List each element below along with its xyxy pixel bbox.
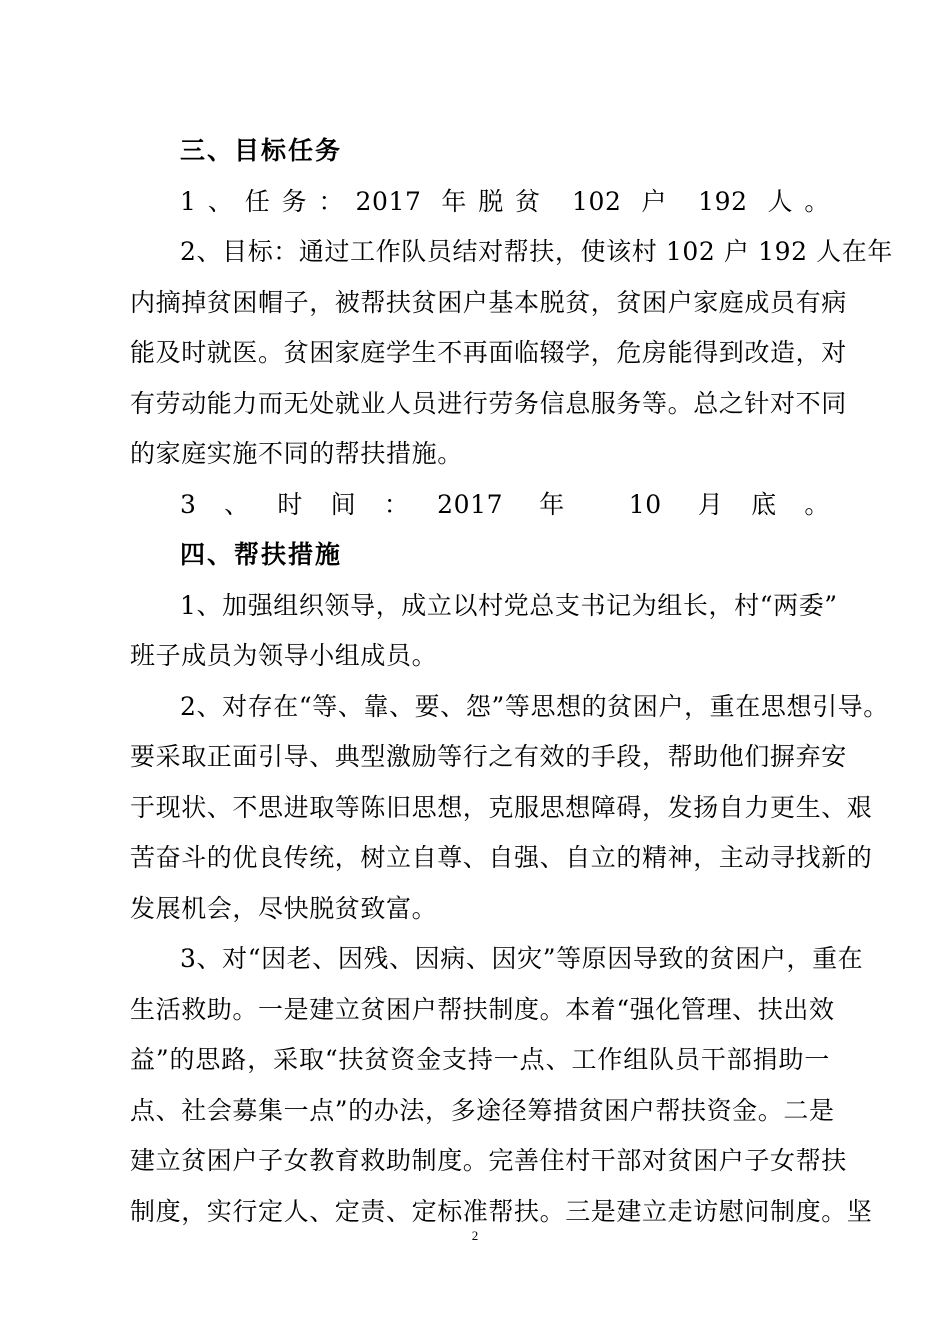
text-line: 1、加强组织领导，成立以村党总支书记为组长，村“两委” — [180, 590, 838, 620]
text-line: 有劳动能力而无处就业人员进行劳务信息服务等。总之针对不同 — [130, 388, 847, 418]
text-line: 1、任务：2017 年脱贫 102 户 192 人。 — [180, 186, 830, 216]
text-line: 点、社会募集一点”的办法，多途径筹措贫困户帮扶资金。二是 — [130, 1095, 835, 1125]
text-line: 生活救助。一是建立贫困户帮扶制度。本着“强化管理、扶出效 — [130, 994, 835, 1024]
text-line: 制度，实行定人、定责、定标准帮扶。三是建立走访慰问制度。坚 — [130, 1196, 873, 1226]
text-line: 发展机会，尽快脱贫致富。 — [130, 893, 438, 923]
text-line: 2、目标：通过工作队员结对帮扶，使该村 102 户 192 人在年 — [180, 237, 893, 266]
page-number: 2 — [471, 1228, 479, 1243]
text-line: 苦奋斗的优良传统，树立自尊、自强、自立的精神，主动寻找新的 — [130, 843, 873, 872]
text-line: 2、对存在“等、靠、要、怨”等思想的贫困户，重在思想引导。 — [180, 691, 889, 721]
text-line: 于现状、不思进取等陈旧思想，克服思想障碍，发扬自力更生、艰 — [130, 792, 873, 822]
text-line: 建立贫困户子女教育救助制度。完善住村干部对贫困户子女帮扶 — [130, 1146, 847, 1175]
text-line: 3、对“因老、因残、因病、因灾”等原因导致的贫困户，重在 — [180, 944, 864, 973]
text-line: 内摘掉贫困帽子，被帮扶贫困户基本脱贫，贫困户家庭成员有病 — [130, 287, 847, 317]
text-line: 能及时就医。贫困家庭学生不再面临辍学，危房能得到改造，对 — [130, 338, 847, 367]
text-line: 的家庭实施不同的帮扶措施。 — [130, 439, 463, 468]
text-line: 益”的思路，采取“扶贫资金支持一点、工作组队员干部捐助一 — [130, 1045, 830, 1074]
text-line: 班子成员为领导小组成员。 — [130, 641, 438, 670]
document-body — [130, 126, 893, 1237]
text-line: 3、时间：2017 年 10 月底。 — [180, 489, 830, 519]
section-heading: 三、目标任务 — [180, 136, 343, 165]
section-heading: 四、帮扶措施 — [180, 540, 343, 569]
text-line: 要采取正面引导、典型激励等行之有效的手段，帮助他们摒弃安 — [130, 742, 847, 771]
